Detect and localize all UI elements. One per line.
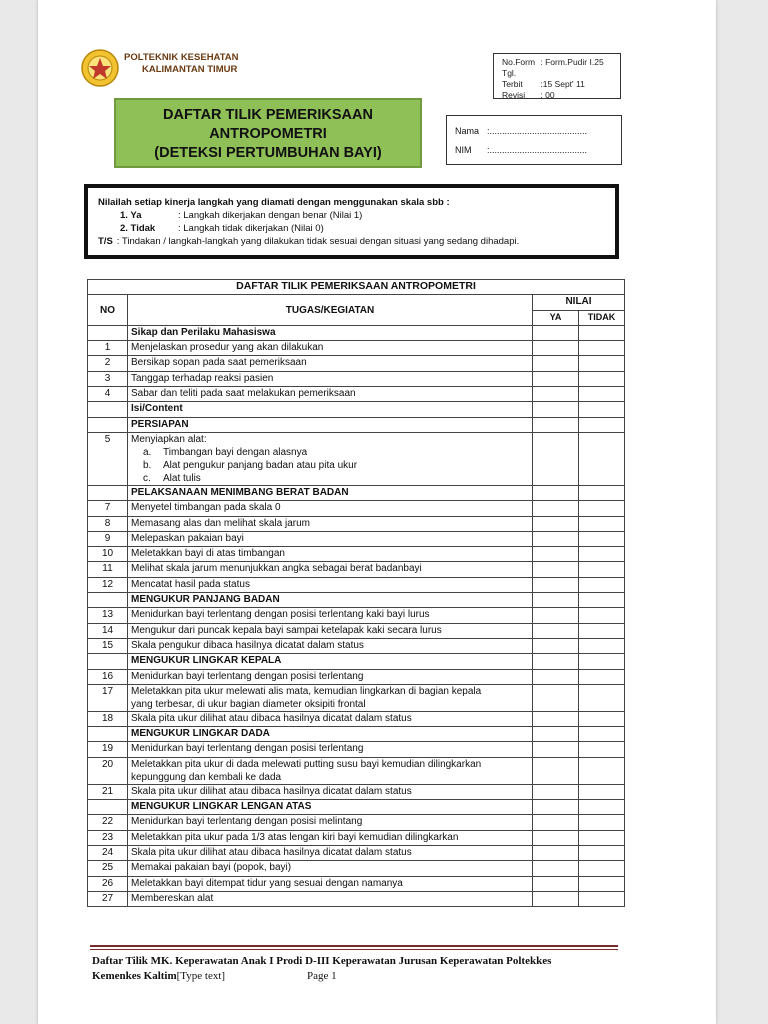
table-row xyxy=(88,830,625,845)
tidak-cell[interactable] xyxy=(579,711,625,726)
row-no: 19 xyxy=(88,742,128,757)
row-task: Skala pita ukur dilihat atau dibaca hasilnya dicatat dalam status xyxy=(128,845,533,860)
tidak-cell[interactable] xyxy=(579,815,625,830)
tidak-cell[interactable] xyxy=(579,432,625,485)
row-no: 22 xyxy=(88,815,128,830)
row-task: Meletakkan bayi di atas timbangan xyxy=(128,547,533,562)
table-row xyxy=(88,876,625,891)
row-task-line2: yang terbesar, di ukur bagian diameter oksipiti frontal xyxy=(131,698,366,710)
row-task: Sabar dan teliti pada saat melakukan pemeriksaan xyxy=(128,387,533,402)
page-footer xyxy=(92,954,622,984)
tidak-cell[interactable] xyxy=(579,387,625,402)
tidak-cell[interactable] xyxy=(579,623,625,638)
page-number: Page 1 xyxy=(307,970,337,982)
row-no: 5 xyxy=(88,432,128,485)
row-task xyxy=(128,432,533,485)
sub-letter: b. xyxy=(143,459,152,471)
row-task: Melihat skala jarum menunjukkan angka sebagai berat badanbayi xyxy=(128,562,533,577)
row-no: 11 xyxy=(88,562,128,577)
table-row xyxy=(88,577,625,592)
tidak-cell[interactable] xyxy=(579,784,625,799)
section-dada: MENGUKUR LINGKAR DADA xyxy=(128,727,533,742)
ya-cell[interactable] xyxy=(533,387,579,402)
table-row xyxy=(88,432,625,485)
nim-label: NIM xyxy=(455,145,472,155)
ya-cell[interactable] xyxy=(533,757,579,784)
row-task: Memasang alas dan melihat skala jarum xyxy=(128,516,533,531)
ya-cell[interactable] xyxy=(533,711,579,726)
ya-cell[interactable] xyxy=(533,608,579,623)
form-rev-value: : 00 xyxy=(540,90,555,100)
form-rev-label: Revisi xyxy=(502,90,526,100)
col-task-header: TUGAS/KEGIATAN xyxy=(128,295,533,326)
instructions-intro: Nilailah setiap kinerja langkah yang diamati dengan menggunakan skala sbb : xyxy=(98,197,450,208)
ts-text: : Tindakan / langkah-langkah yang dilakukan tidak sesuai dengan situasi yang sedang dihadapi. xyxy=(116,236,520,247)
row-no: 8 xyxy=(88,516,128,531)
row-no: 21 xyxy=(88,784,128,799)
org-name xyxy=(124,52,239,76)
ts-label: T/S xyxy=(98,236,113,247)
tidak-cell[interactable] xyxy=(579,638,625,653)
table-row xyxy=(88,891,625,906)
student-id-box xyxy=(446,115,622,165)
ya-cell[interactable] xyxy=(533,784,579,799)
row-task-line2: kepunggung dan kembali ke dada xyxy=(131,771,282,783)
row-no: 2 xyxy=(88,356,128,371)
section-isi: Isi/Content xyxy=(128,402,533,417)
section-menimbang: PELAKSANAAN MENIMBANG BERAT BADAN xyxy=(128,485,533,500)
table-row xyxy=(88,387,625,402)
ya-cell[interactable] xyxy=(533,501,579,516)
title-line1: DAFTAR TILIK PEMERIKSAAN xyxy=(163,107,373,123)
footer-divider-thin xyxy=(90,949,618,950)
tidak-cell[interactable] xyxy=(579,876,625,891)
ya-cell[interactable] xyxy=(533,742,579,757)
section-panjang: MENGUKUR PANJANG BADAN xyxy=(128,593,533,608)
table-row xyxy=(88,711,625,726)
row-no: 15 xyxy=(88,638,128,653)
table-row xyxy=(88,623,625,638)
tidak-cell[interactable] xyxy=(579,501,625,516)
ya-cell[interactable] xyxy=(533,684,579,711)
opt-tidak-label: 2. Tidak xyxy=(120,223,156,234)
row-task: Skala pita ukur dilihat atau dibaca hasilnya dicatat dalam status xyxy=(128,711,533,726)
form-no-value: : Form.Pudir I.25 xyxy=(540,57,604,67)
name-field[interactable]: :....................................... xyxy=(487,126,588,136)
sub-item: Timbangan bayi dengan alasnya xyxy=(163,446,308,458)
row-task: Mencatat hasil pada status xyxy=(128,577,533,592)
row-no: 16 xyxy=(88,669,128,684)
table-row xyxy=(88,861,625,876)
row-task: Meletakkan pita ukur pada 1/3 atas lengan kiri bayi kemudian dilingkarkan xyxy=(128,830,533,845)
row-no: 1 xyxy=(88,341,128,356)
ya-cell[interactable] xyxy=(533,341,579,356)
ya-cell[interactable] xyxy=(533,432,579,485)
document-title xyxy=(114,98,422,168)
table-row xyxy=(88,845,625,860)
table-title: DAFTAR TILIK PEMERIKSAAN ANTROPOMETRI xyxy=(88,280,625,295)
col-no-header: NO xyxy=(88,295,128,326)
form-info-box xyxy=(493,53,621,99)
ya-cell[interactable] xyxy=(533,669,579,684)
table-row xyxy=(88,608,625,623)
tidak-cell[interactable] xyxy=(579,356,625,371)
poltekkes-logo-icon xyxy=(80,48,120,88)
row-no: 23 xyxy=(88,830,128,845)
tidak-cell[interactable] xyxy=(579,830,625,845)
section-persiapan: PERSIAPAN xyxy=(128,417,533,432)
row-no: 17 xyxy=(88,684,128,711)
tidak-cell[interactable] xyxy=(579,341,625,356)
row-no: 12 xyxy=(88,577,128,592)
tidak-cell[interactable] xyxy=(579,891,625,906)
table-row xyxy=(88,757,625,784)
tidak-cell[interactable] xyxy=(579,845,625,860)
ya-cell[interactable] xyxy=(533,577,579,592)
form-no-label: No.Form xyxy=(502,57,536,67)
footer-placeholder: [Type text] xyxy=(176,970,226,982)
tidak-cell[interactable] xyxy=(579,531,625,546)
row-task-main: Menyiapkan alat: xyxy=(131,433,207,445)
section-lengan: MENGUKUR LINGKAR LENGAN ATAS xyxy=(128,800,533,815)
ya-cell[interactable] xyxy=(533,876,579,891)
row-no: 25 xyxy=(88,861,128,876)
ya-cell[interactable] xyxy=(533,845,579,860)
row-no: 14 xyxy=(88,623,128,638)
tidak-cell[interactable] xyxy=(579,516,625,531)
nim-field[interactable]: :....................................... xyxy=(487,145,588,155)
row-no: 3 xyxy=(88,371,128,386)
row-task: Menyetel timbangan pada skala 0 xyxy=(128,501,533,516)
ya-cell[interactable] xyxy=(533,547,579,562)
ya-cell[interactable] xyxy=(533,516,579,531)
row-task: Membereskan alat xyxy=(128,891,533,906)
footer-line1: Daftar Tilik MK. Keperawatan Anak I Prodi D-III Keperawatan Jurusan Keperawatan Poltekkes xyxy=(92,955,552,967)
title-line2: ANTROPOMETRI xyxy=(209,126,327,142)
sub-letter: a. xyxy=(143,446,152,458)
row-task: Meletakkan bayi ditempat tidur yang sesuai dengan namanya xyxy=(128,876,533,891)
sub-item: Alat pengukur panjang badan atau pita ukur xyxy=(163,459,358,471)
row-task-line1: Meletakkan pita ukur melewati alis mata, kemudian lingkarkan di bagian kepala xyxy=(131,685,482,697)
table-row xyxy=(88,669,625,684)
table-row xyxy=(88,531,625,546)
table-row xyxy=(88,371,625,386)
tidak-cell[interactable] xyxy=(579,861,625,876)
table-row xyxy=(88,638,625,653)
ya-cell[interactable] xyxy=(533,562,579,577)
row-task: Menidurkan bayi terlentang dengan posisi terlentang xyxy=(128,669,533,684)
row-task: Skala pengukur dibaca hasilnya dicatat dalam status xyxy=(128,638,533,653)
table-row xyxy=(88,501,625,516)
form-date-value: :15 Sept' 11 xyxy=(540,79,585,89)
ya-cell[interactable] xyxy=(533,371,579,386)
table-row xyxy=(88,562,625,577)
ya-cell[interactable] xyxy=(533,531,579,546)
col-tidak-header: TIDAK xyxy=(579,310,625,325)
tidak-cell[interactable] xyxy=(579,577,625,592)
section-sikap: Sikap dan Perilaku Mahasiswa xyxy=(128,325,533,340)
row-no: 4 xyxy=(88,387,128,402)
row-no: 27 xyxy=(88,891,128,906)
tidak-cell[interactable] xyxy=(579,562,625,577)
row-no: 24 xyxy=(88,845,128,860)
opt-ya-label: 1. Ya xyxy=(120,210,142,221)
tidak-cell[interactable] xyxy=(579,742,625,757)
row-no: 10 xyxy=(88,547,128,562)
ya-cell[interactable] xyxy=(533,356,579,371)
col-ya-header: YA xyxy=(533,310,579,325)
row-task xyxy=(128,684,533,711)
table-row xyxy=(88,784,625,799)
sub-item: Alat tulis xyxy=(163,472,201,484)
table-row xyxy=(88,547,625,562)
row-task: Mengukur dari puncak kepala bayi sampai ketelapak kaki secara lurus xyxy=(128,623,533,638)
footer-divider xyxy=(90,945,618,947)
opt-ya-text: : Langkah dikerjakan dengan benar (Nilai 1) xyxy=(178,210,363,221)
table-row xyxy=(88,684,625,711)
row-task: Tanggap terhadap reaksi pasien xyxy=(128,371,533,386)
row-no: 13 xyxy=(88,608,128,623)
row-task: Memakai pakaian bayi (popok, bayi) xyxy=(128,861,533,876)
footer-institution: Kemenkes Kaltim xyxy=(92,970,177,982)
ya-cell[interactable] xyxy=(533,861,579,876)
section-kepala: MENGUKUR LINGKAR KEPALA xyxy=(128,654,533,669)
ya-cell[interactable] xyxy=(533,891,579,906)
ya-cell[interactable] xyxy=(533,623,579,638)
checklist-table xyxy=(87,279,625,907)
row-task: Melepaskan pakaian bayi xyxy=(128,531,533,546)
row-task: Menidurkan bayi terlentang dengan posisi terlentang xyxy=(128,742,533,757)
row-task: Menidurkan bayi terlentang dengan posisi melintang xyxy=(128,815,533,830)
tidak-cell[interactable] xyxy=(579,684,625,711)
opt-tidak-text: : Langkah tidak dikerjakan (Nilai 0) xyxy=(178,223,324,234)
ya-cell[interactable] xyxy=(533,815,579,830)
row-no: 20 xyxy=(88,757,128,784)
table-row xyxy=(88,341,625,356)
instructions-box xyxy=(84,184,619,259)
row-no: 18 xyxy=(88,711,128,726)
row-task: Menidurkan bayi terlentang dengan posisi terlentang kaki bayi lurus xyxy=(128,608,533,623)
row-task-line1: Meletakkan pita ukur di dada melewati putting susu bayi kemudian dilingkarkan xyxy=(131,758,482,770)
row-no: 7 xyxy=(88,501,128,516)
ya-cell[interactable] xyxy=(533,830,579,845)
tidak-cell[interactable] xyxy=(579,757,625,784)
row-task: Bersikap sopan pada saat pemeriksaan xyxy=(128,356,533,371)
form-date-label: Tgl. Terbit xyxy=(502,68,523,89)
tidak-cell[interactable] xyxy=(579,371,625,386)
org-line2: KALIMANTAN TIMUR xyxy=(142,64,238,75)
row-task: Menjelaskan prosedur yang akan dilakukan xyxy=(128,341,533,356)
col-nilai-header: NILAI xyxy=(533,295,625,310)
name-label: Nama xyxy=(455,126,480,136)
table-row xyxy=(88,356,625,371)
table-row xyxy=(88,815,625,830)
tidak-cell[interactable] xyxy=(579,669,625,684)
row-task xyxy=(128,757,533,784)
row-task: Skala pita ukur dilihat atau dibaca hasilnya dicatat dalam status xyxy=(128,784,533,799)
org-line1: POLTEKNIK KESEHATAN xyxy=(124,52,239,63)
ya-cell[interactable] xyxy=(533,638,579,653)
table-row xyxy=(88,516,625,531)
tidak-cell[interactable] xyxy=(579,608,625,623)
sub-letter: c. xyxy=(143,472,151,484)
row-no: 9 xyxy=(88,531,128,546)
title-line3: (DETEKSI PERTUMBUHAN BAYI) xyxy=(154,145,382,161)
tidak-cell[interactable] xyxy=(579,547,625,562)
table-row xyxy=(88,742,625,757)
row-no: 26 xyxy=(88,876,128,891)
